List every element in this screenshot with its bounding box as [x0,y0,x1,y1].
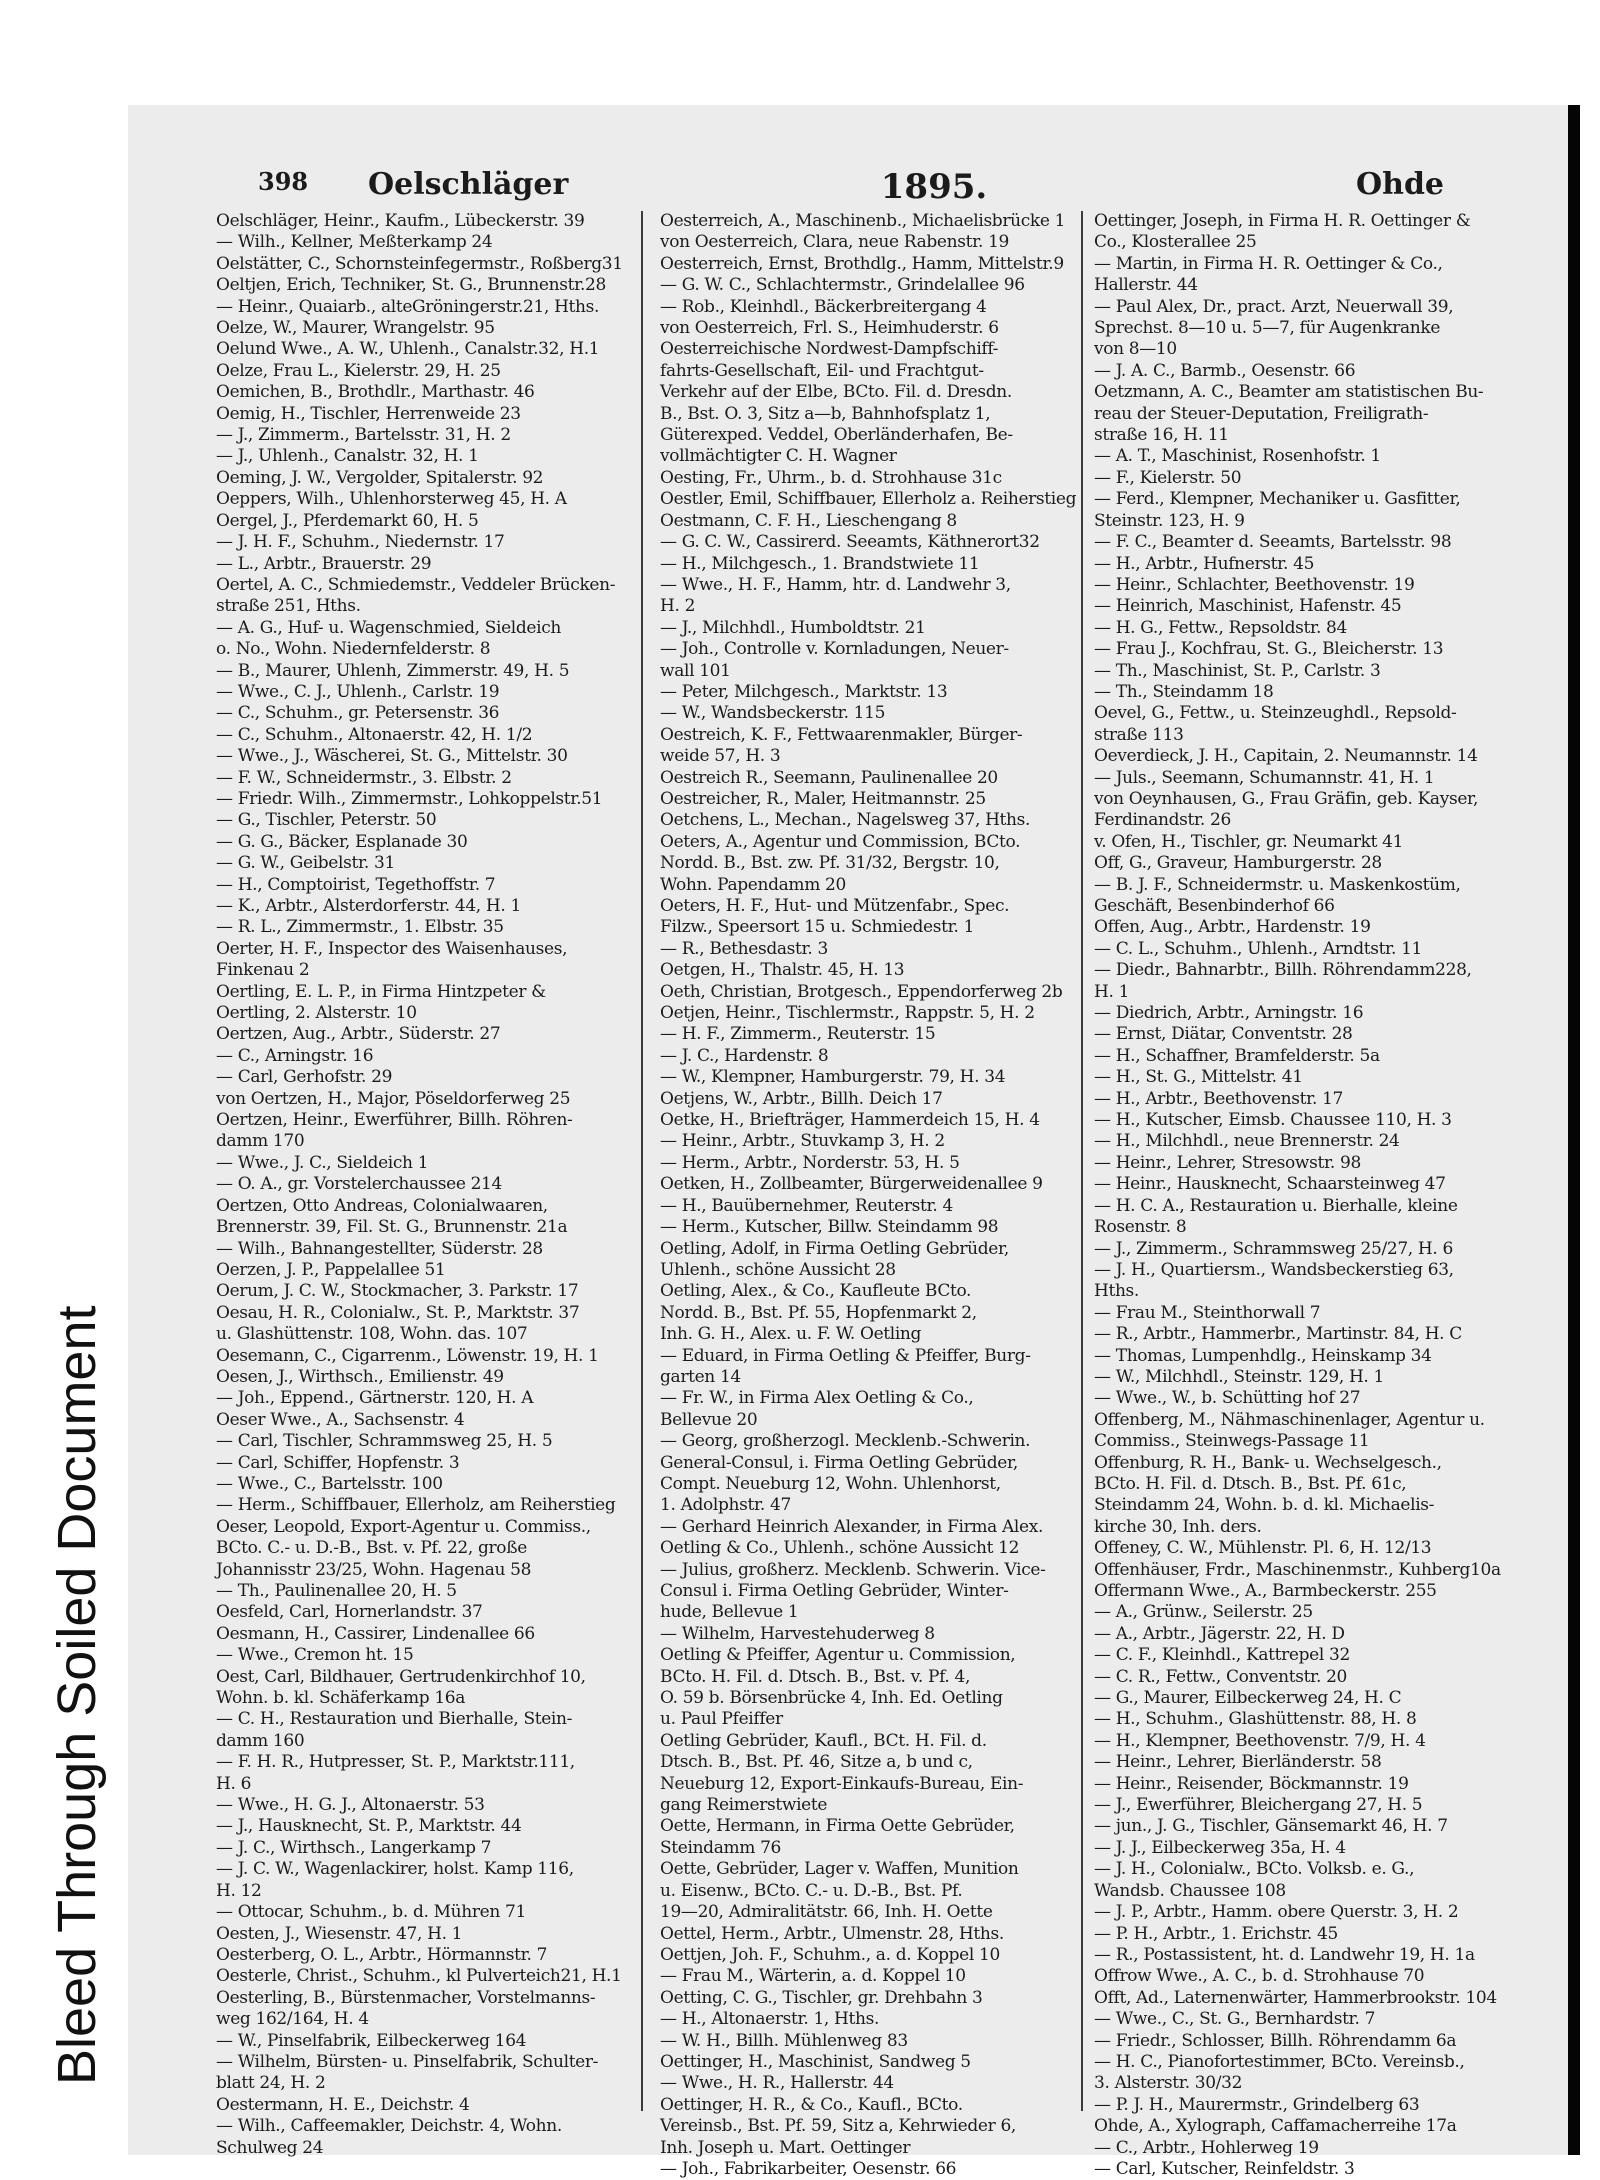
directory-entry-line: — G. W. C., Schlachtermstr., Grindelallee 96 [660,275,1025,296]
directory-entry-line: damm 170 [216,1131,305,1152]
directory-entry-line: Ferdinandstr. 26 [1094,810,1231,831]
directory-entry-line: Verkehr auf der Elbe, BCto. Fil. d. Dresdn. [660,382,1012,403]
directory-entry-line: — Ferd., Klempner, Mechaniker u. Gasfitter, [1094,489,1461,510]
directory-entry-line: H. 6 [216,1773,252,1794]
directory-entry-line: von 8—10 [1094,339,1177,360]
directory-entry-line: Oelstätter, C., Schornsteinfegermstr., Roßberg31 [216,253,623,274]
directory-entry-line: — F., Kielerstr. 50 [1094,467,1242,488]
directory-entry-line: — Ottocar, Schuhm., b. d. Mühren 71 [216,1902,526,1923]
directory-entry-line: Nordd. B., Bst. zw. Pf. 31/32, Bergstr. 10, [660,853,1000,874]
directory-entry-line: Offrow Wwe., A. C., b. d. Strohhause 70 [1094,1966,1425,1987]
directory-entry-line: — C., Arningstr. 16 [216,1045,374,1066]
directory-entry-line: Oeming, J. W., Vergolder, Spitalerstr. 92 [216,467,544,488]
directory-entry-line: Oertzen, Heinr., Ewerführer, Billh. Röhren- [216,1110,573,1131]
directory-entry-line: Hallerstr. 44 [1094,275,1198,296]
directory-entry-line: Oergel, J., Pferdemarkt 60, H. 5 [216,510,479,531]
directory-entry-line: Schulweg 24 [216,2137,324,2158]
directory-entry-line: — G. C. W., Cassirerd. Seeamts, Käthnerort32 [660,532,1040,553]
directory-entry-line: u. Eisenw., BCto. C.- u. D.-B., Bst. Pf. [660,1880,963,1901]
directory-entry-line: — W., Pinselfabrik, Eilbeckerweg 164 [216,2030,527,2051]
directory-entry-line: — H., Kutscher, Eimsb. Chaussee 110, H. 3 [1094,1110,1452,1131]
directory-entry-line: von Oesterreich, Clara, neue Rabenstr. 19 [660,232,1010,253]
directory-entry-line: — H., Milchhdl., neue Brennerstr. 24 [1094,1131,1400,1152]
directory-entry-line: hude, Bellevue 1 [660,1602,799,1623]
directory-entry-line: Oestmann, C. F. H., Lieschengang 8 [660,510,957,531]
directory-entry-line: — A., Arbtr., Jägerstr. 22, H. D [1094,1623,1345,1644]
directory-entry-line: — H., St. G., Mittelstr. 41 [1094,1067,1303,1088]
directory-entry-line: — B., Maurer, Uhlenh, Zimmerstr. 49, H. 5 [216,660,570,681]
directory-entry-line: BCto. H. Fil. d. Dtsch. B., Bst. Pf. 61c, [1094,1473,1407,1494]
directory-entry-line: — Frau J., Kochfrau, St. G., Bleicherstr. 13 [1094,639,1444,660]
page-number: 398 [258,167,309,196]
directory-entry-line: Oesting, Fr., Uhrm., b. d. Strohhause 31c [660,467,1002,488]
directory-entry-line: — J. J., Eilbeckerweg 35a, H. 4 [1094,1837,1346,1858]
directory-entry-line: Off, G., Graveur, Hamburgerstr. 28 [1094,853,1382,874]
directory-entry-line: — W., Milchhdl., Steinstr. 129, H. 1 [1094,1366,1384,1387]
directory-entry-line: Oettjen, Joh. F., Schuhm., a. d. Koppel 10 [660,1944,1000,1965]
directory-entry-line: — Georg, großherzogl. Mecklenb.-Schwerin. [660,1431,1031,1452]
directory-entry-line: kirche 30, Inh. ders. [1094,1516,1262,1537]
directory-entry-line: — F. W., Schneidermstr., 3. Elbstr. 2 [216,767,512,788]
directory-entry-line: Oetchens, L., Mechan., Nagelsweg 37, Hths. [660,810,1031,831]
directory-entry-line: — J. H., Colonialw., BCto. Volksb. e. G., [1094,1859,1415,1880]
directory-entry-line: H. 2 [660,596,696,617]
directory-entry-line: Wohn. b. kl. Schäferkamp 16a [216,1688,466,1709]
directory-entry-line: Oesterling, B., Bürstenmacher, Vorstelmanns- [216,1987,596,2008]
directory-entry-line: Oesterreich, Ernst, Brothdlg., Hamm, Mittelstr.9 [660,253,1064,274]
directory-entry-line: — H., Schuhm., Glashüttenstr. 88, H. 8 [1094,1709,1417,1730]
directory-entry-line: Oeters, H. F., Hut- und Mützenfabr., Spec. [660,896,1010,916]
directory-entry-line: — J., Zimmerm., Bartelsstr. 31, H. 2 [216,425,511,446]
directory-entry-line: Compt. Neueburg 12, Wohn. Uhlenhorst, [660,1473,1001,1494]
directory-entry-line: — Julius, großherz. Mecklenb. Schwerin. Vice- [660,1559,1046,1580]
directory-entry-line: Finkenau 2 [216,960,310,981]
directory-entry-line: — Frau M., Steinthorwall 7 [1094,1302,1321,1323]
directory-entry-line: Oeser Wwe., A., Sachsenstr. 4 [216,1409,465,1430]
directory-entry-line: — Heinr., Arbtr., Stuvkamp 3, H. 2 [660,1131,945,1152]
directory-entry-line: Uhlenh., schöne Aussicht 28 [660,1259,896,1280]
directory-entry-line: weide 57, H. 3 [660,746,781,767]
directory-entry-line: — R., Postassistent, ht. d. Landwehr 19, H. 1a [1094,1944,1475,1965]
directory-entry-line: BCto. H. Fil. d. Dtsch. B., Bst. v. Pf. 4, [660,1666,971,1687]
directory-entry-line: — Friedr., Schlosser, Billh. Röhrendamm 6a [1094,2030,1457,2051]
directory-entry-line: Oeth, Christian, Brotgesch., Eppendorferweg 2b [660,981,1063,1002]
directory-entry-line: Oelze, Frau L., Kielerstr. 29, H. 25 [216,360,501,381]
directory-entry-line: Sprechst. 8—10 u. 5—7, für Augenkranke [1094,318,1441,339]
directory-entry-line: — J. H. F., Schuhm., Niedernstr. 17 [216,532,505,553]
directory-entry-line: Oetke, H., Briefträger, Hammerdeich 15, H. 4 [660,1110,1040,1131]
directory-entry-line: B., Bst. O. 3, Sitz a—b, Bahnhofsplatz 1, [660,403,991,424]
directory-entry-line: — Th., Steindamm 18 [1094,681,1274,702]
directory-entry-line: — Ernst, Diätar, Conventstr. 28 [1094,1024,1353,1045]
directory-entry-line: — J. H., Quartiersm., Wandsbeckerstieg 63, [1094,1259,1454,1280]
directory-entry-line: Oetling, Alex., & Co., Kaufleute BCto. [660,1281,972,1302]
directory-entry-line: Inh. Joseph u. Mart. Oettinger [660,2137,911,2158]
directory-entry-line: — J. C., Hardenstr. 8 [660,1045,829,1066]
directory-entry-line: von Oertzen, H., Major, Pöseldorferweg 25 [216,1088,571,1109]
directory-entry-line: — Carl, Kutscher, Reinfeldstr. 3 [1094,2158,1355,2179]
directory-entry-line: — H., Schaffner, Bramfelderstr. 5a [1094,1045,1380,1066]
directory-entry-line: — Fr. W., in Firma Alex Oetling & Co., [660,1388,974,1409]
directory-entry-line: Oettel, Herm., Arbtr., Ulmenstr. 28, Hths. [660,1923,1004,1944]
year-heading: 1895. [880,167,988,207]
directory-entry-line: Filzw., Speersort 15 u. Schmiedestr. 1 [660,917,975,938]
directory-entry-line: — Wwe., C. J., Uhlenh., Carlstr. 19 [216,681,500,702]
directory-entry-line: blatt 24, H. 2 [216,2073,326,2094]
directory-entry-line: Oesten, J., Wiesenstr. 47, H. 1 [216,1923,463,1944]
directory-entry-line: — Joh., Fabrikarbeiter, Oesenstr. 66 [660,2158,957,2179]
directory-entry-line: — Wilh., Kellner, Meßterkamp 24 [216,232,493,253]
directory-entry-line: Oertzen, Otto Andreas, Colonialwaaren, [216,1195,548,1216]
directory-entry-line: — H., Milchgesch., 1. Brandstwiete 11 [660,553,980,574]
directory-entry-line: — Wilh., Caffeemakler, Deichstr. 4, Wohn. [216,2116,562,2137]
directory-entry-line: Oerter, H. F., Inspector des Waisenhauses, [216,938,568,959]
right-running-head: Ohde [1356,167,1445,202]
directory-entry-line: u. Glashüttenstr. 108, Wohn. das. 107 [216,1324,528,1345]
directory-entry-line: Oette, Hermann, in Firma Oette Gebrüder, [660,1816,1015,1837]
directory-entry-line: — Herm., Arbtr., Norderstr. 53, H. 5 [660,1152,960,1173]
directory-entry-line: fahrts-Gesellschaft, Eil- und Frachtgut- [660,360,984,381]
directory-entry-line: Oestreich, K. F., Fettwaarenmakler, Bürger- [660,724,1023,745]
directory-entry-line: — H. G., Fettw., Repsoldstr. 84 [1094,617,1347,638]
directory-entry-line: — J. P., Arbtr., Hamm. obere Querstr. 3, H. 2 [1094,1902,1459,1923]
directory-entry-line: — jun., J. G., Tischler, Gänsemarkt 46, H. 7 [1094,1816,1448,1837]
directory-entry-line: Wandsb. Chaussee 108 [1094,1880,1286,1901]
directory-entry-line: Ohde, A., Xylograph, Caffamacherreihe 17a [1094,2116,1457,2137]
directory-entry-line: — Thomas, Lumpenhdlg., Heinskamp 34 [1094,1345,1432,1366]
directory-entry-line: weg 162/164, H. 4 [216,2009,369,2030]
directory-entry-line: — H., Arbtr., Beethovenstr. 17 [1094,1088,1344,1109]
directory-entry-line: Johannisstr 23/25, Wohn. Hagenau 58 [216,1559,532,1580]
bleed-through-soiled-document-label: Bleed Through Soiled Document [47,1305,107,2085]
directory-entry-line: — Wilh., Bahnangestellter, Süderstr. 28 [216,1238,543,1259]
directory-entry-line: Oettinger, H. R., & Co., Kaufl., BCto. [660,2094,963,2115]
directory-entry-line: Oeser, Leopold, Export-Agentur u. Commiss., [216,1516,591,1537]
directory-entry-line: Oemig, H., Tischler, Herrenweide 23 [216,403,521,424]
directory-entry-line: Oetken, H., Zollbeamter, Bürgerweidenallee 9 [660,1174,1043,1195]
directory-entry-line: Offen, Aug., Arbtr., Hardenstr. 19 [1094,917,1371,938]
directory-entry-line: Oelze, W., Maurer, Wrangelstr. 95 [216,318,495,339]
directory-entry-line: Rosenstr. 8 [1094,1217,1187,1238]
directory-entry-line: — C., Schuhm., gr. Petersenstr. 36 [216,703,500,724]
directory-entry-line: — J., Ewerführer, Bleichergang 27, H. 5 [1094,1795,1423,1816]
directory-entry-line: 1. Adolphstr. 47 [660,1495,791,1516]
directory-entry-line: — C. F., Kleinhdl., Kattrepel 32 [1094,1645,1350,1666]
directory-entry-line: u. Paul Pfeiffer [660,1709,783,1730]
directory-entry-line: — Rob., Kleinhdl., Bäckerbreitergang 4 [660,296,987,317]
page-edge-shadow [1568,105,1580,2155]
directory-entry-line: Offeney, C. W., Mühlenstr. Pl. 6, H. 12/13 [1094,1538,1432,1559]
directory-entry-line: — Wilhelm, Bürsten- u. Pinselfabrik, Schulter- [216,2051,599,2072]
directory-entry-line: — Wilhelm, Harvestehuderweg 8 [660,1623,935,1644]
directory-entry-line: — Carl, Tischler, Schrammsweg 25, H. 5 [216,1431,553,1452]
directory-entry-line: — W. H., Billh. Mühlenweg 83 [660,2030,908,2051]
column-right [1094,211,1562,2179]
directory-entry-line: Oevel, G., Fettw., u. Steinzeughdl., Repsold- [1094,703,1457,724]
directory-entry-line: Co., Klosterallee 25 [1094,232,1257,253]
directory-entry-line: Oestler, Emil, Schiffbauer, Ellerholz a. Reiherstieg [660,489,1077,510]
directory-entry-line: Oelschläger, Heinr., Kaufm., Lübeckerstr. 39 [216,211,585,231]
directory-entry-line: — P. H., Arbtr., 1. Erichstr. 45 [1094,1923,1338,1944]
directory-entry-line: 19—20, Admiralitätstr. 66, Inh. H. Oette [660,1902,993,1923]
directory-entry-line: Oemichen, B., Brothdlr., Marthastr. 46 [216,382,535,403]
directory-entry-line: — Wwe., H. G. J., Altonaerstr. 53 [216,1795,485,1816]
directory-entry-line: — Heinr., Lehrer, Bierländerstr. 58 [1094,1752,1382,1773]
directory-entry-line: — Heinr., Hausknecht, Schaarsteinweg 47 [1094,1174,1446,1195]
directory-entry-line: — H., Arbtr., Hufnerstr. 45 [1094,553,1315,574]
directory-entry-line: Oetjen, Heinr., Tischlermstr., Rappstr. 5, H. 2 [660,1003,1035,1024]
directory-entry-line: — Wwe., W., b. Schütting hof 27 [1094,1388,1361,1409]
directory-entry-line: 3. Alsterstr. 30/32 [1094,2073,1243,2094]
directory-entry-line: Inh. G. H., Alex. u. F. W. Oetling [660,1324,922,1345]
directory-entry-line: — B. J. F., Schneidermstr. u. Maskenkostüm, [1094,874,1461,895]
directory-entry-line: von Oeynhausen, G., Frau Gräfin, geb. Kayser, [1094,788,1479,809]
directory-entry-line: Oesfeld, Carl, Hornerlandstr. 37 [216,1602,483,1623]
directory-entry-line: Oesterle, Christ., Schuhm., kl Pulverteich21, H.1 [216,1966,622,1987]
directory-entry-line: — Diedr., Bahnarbtr., Billh. Röhrendamm228, [1094,960,1472,981]
directory-entry-line: — Eduard, in Firma Oetling & Pfeiffer, Burg- [660,1345,1031,1366]
directory-entry-line: damm 160 [216,1730,305,1751]
directory-entry-line: Consul i. Firma Oetling Gebrüder, Winter- [660,1581,1009,1601]
directory-entry-line: reau der Steuer-Deputation, Freiligrath- [1094,403,1429,424]
directory-entry-line: — Wwe., H. F., Hamm, htr. d. Landwehr 3, [660,574,1011,595]
directory-entry-line: — W., Wandsbeckerstr. 115 [660,703,886,724]
directory-entry-line: — J., Uhlenh., Canalstr. 32, H. 1 [216,446,479,467]
directory-entry-line: straße 251, Hths. [216,596,361,617]
directory-entry-line: von Oesterreich, Frl. S., Heimhuderstr. 6 [660,318,999,339]
directory-entry-line: — J., Hausknecht, St. P., Marktstr. 44 [216,1816,522,1837]
directory-entry-line: — Herm., Schiffbauer, Ellerholz, am Reiherstieg [216,1495,616,1516]
directory-entry-line: Oetgen, H., Thalstr. 45, H. 13 [660,960,905,981]
directory-entry-line: — G., Maurer, Eilbeckerweg 24, H. C [1094,1688,1402,1709]
directory-entry-line: — O. A., gr. Vorstelerchaussee 214 [216,1174,502,1195]
directory-entry-line: — H., Altonaerstr. 1, Hths. [660,2009,880,2030]
directory-entry-line: — Herm., Kutscher, Billw. Steindamm 98 [660,1217,999,1238]
directory-entry-line: Oetling & Co., Uhlenh., schöne Aussicht 12 [660,1538,1020,1559]
directory-entry-line: Nordd. B., Bst. Pf. 55, Hopfenmarkt 2, [660,1302,977,1323]
directory-entry-line: — L., Arbtr., Brauerstr. 29 [216,553,432,574]
directory-entry-line: — A. G., Huf- u. Wagenschmied, Sieldeich [216,617,561,638]
directory-entry-line: Steinstr. 123, H. 9 [1094,510,1245,531]
directory-entry-line: — J., Zimmerm., Schrammsweg 25/27, H. 6 [1094,1238,1453,1259]
directory-entry-line: Dtsch. B., Bst. Pf. 46, Sitze a, b und c, [660,1752,973,1773]
directory-entry-line: H. 12 [216,1880,262,1901]
directory-entry-line: — J., Milchhdl., Humboldtstr. 21 [660,617,926,638]
directory-entry-line: Oerum, J. C. W., Stockmacher, 3. Parkstr. 17 [216,1281,579,1302]
directory-entry-line: Oetzmann, A. C., Beamter am statistischen Bu- [1094,382,1484,403]
directory-entry-line: Oesau, H. R., Colonialw., St. P., Marktstr. 37 [216,1302,580,1323]
directory-entry-line: Oesmann, H., Cassirer, Lindenallee 66 [216,1623,535,1644]
directory-entry-line: — Wwe., Cremon ht. 15 [216,1645,414,1666]
directory-entry-line: Oest, Carl, Bildhauer, Gertrudenkirchhof 10, [216,1666,586,1687]
directory-entry-line: — H., Klempner, Beethovenstr. 7/9, H. 4 [1094,1730,1426,1751]
directory-entry-line: — Heinr., Lehrer, Stresowstr. 98 [1094,1152,1361,1173]
directory-entry-line: Oertling, E. L. P., in Firma Hintzpeter & [216,981,546,1002]
directory-entry-line: Oesterberg, O. L., Arbtr., Hörmannstr. 7 [216,1944,548,1965]
directory-entry-line: Steindamm 24, Wohn. b. d. kl. Michaelis- [1094,1495,1435,1516]
directory-entry-line: Wohn. Papendamm 20 [660,874,846,895]
directory-entry-line: — C., Arbtr., Hohlerweg 19 [1094,2137,1319,2158]
directory-entry-line: Oette, Gebrüder, Lager v. Waffen, Munition [660,1859,1019,1880]
directory-entry-line: — A. T., Maschinist, Rosenhofstr. 1 [1094,446,1381,467]
directory-entry-line: Oeltjen, Erich, Techniker, St. G., Brunnenstr.28 [216,275,606,296]
directory-entry-line: — H. F., Zimmerm., Reuterstr. 15 [660,1024,936,1045]
directory-entry-line: Neueburg 12, Export-Einkaufs-Bureau, Ein- [660,1773,1024,1794]
directory-entry-line: — W., Klempner, Hamburgerstr. 79, H. 34 [660,1067,1006,1088]
directory-entry-line: Güterexped. Veddel, Oberländerhafen, Be- [660,425,1013,446]
directory-entry-line: — Heinr., Reisender, Böckmannstr. 19 [1094,1773,1409,1794]
directory-entry-line: Offermann Wwe., A., Barmbeckerstr. 255 [1094,1581,1437,1601]
directory-entry-line: — K., Arbtr., Alsterdorferstr. 44, H. 1 [216,896,521,916]
directory-entry-line: Oeters, A., Agentur und Commission, BCto. [660,831,1021,852]
directory-entry-line: Oertel, A. C., Schmiedemstr., Veddeler Brücken- [216,574,616,595]
directory-entry-line: Oestermann, H. E., Deichstr. 4 [216,2094,470,2115]
directory-entry-line: Oertling, 2. Alsterstr. 10 [216,1003,417,1024]
directory-entry-line: Geschäft, Besenbinderhof 66 [1094,896,1335,916]
directory-entry-line: BCto. C.- u. D.-B., Bst. v. Pf. 22, große [216,1538,527,1559]
directory-entry-line: garten 14 [660,1366,741,1387]
directory-entry-line: Oertzen, Aug., Arbtr., Süderstr. 27 [216,1024,501,1045]
directory-entry-line: — C. H., Restauration und Bierhalle, Stein- [216,1709,573,1730]
directory-entry-line: — A., Grünw., Seilerstr. 25 [1094,1602,1313,1623]
directory-entry-line: v. Ofen, H., Tischler, gr. Neumarkt 41 [1094,831,1404,852]
directory-entry-line: — J. C. W., Wagenlackirer, holst. Kamp 116, [216,1859,574,1880]
directory-entry-line: — Carl, Schiffer, Hopfenstr. 3 [216,1452,460,1473]
directory-entry-line: — R. L., Zimmermstr., 1. Elbstr. 35 [216,917,504,938]
directory-entry-line: — H. C. A., Restauration u. Bierhalle, kleine [1094,1195,1458,1216]
directory-entry-line: — P. J. H., Maurermstr., Grindelberg 63 [1094,2094,1420,2115]
directory-entry-line: — H., Bauübernehmer, Reuterstr. 4 [660,1195,953,1216]
directory-entry-line: Oesterreich, A., Maschinenb., Michaelisbrücke 1 [660,211,1066,231]
directory-entry-line: Oetling & Pfeiffer, Agentur u. Commission, [660,1645,1016,1666]
directory-entry-line: — Wwe., J. C., Sieldeich 1 [216,1152,429,1173]
directory-entry-line: Oeppers, Wilh., Uhlenhorsterweg 45, H. A [216,489,567,510]
directory-entry-line: — C., Schuhm., Altonaerstr. 42, H. 1/2 [216,724,533,745]
directory-entry-line: Vereinsb., Bst. Pf. 59, Sitz a, Kehrwieder 6, [660,2116,1016,2137]
directory-entry-line: — J. A. C., Barmb., Oesenstr. 66 [1094,360,1356,381]
directory-entry-line: Oetling Gebrüder, Kaufl., BCt. H. Fil. d. [660,1730,987,1751]
directory-entry-line: vollmächtigter C. H. Wagner [660,446,897,467]
directory-entry-line: — C. L., Schuhm., Uhlenh., Arndtstr. 11 [1094,938,1423,959]
directory-entry-line: Oesen, J., Wirthsch., Emilienstr. 49 [216,1366,504,1387]
directory-entry-line: straße 113 [1094,724,1184,745]
directory-entry-line: — G. G., Bäcker, Esplanade 30 [216,831,468,852]
directory-entry-line: — R., Arbtr., Hammerbr., Martinstr. 84, H. C [1094,1324,1462,1345]
directory-entry-line: Oerzen, J. P., Pappelallee 51 [216,1259,446,1280]
directory-entry-line: gang Reimerstwiete [660,1795,828,1816]
directory-entry-line: — Carl, Gerhofstr. 29 [216,1067,393,1088]
directory-entry-line: Oettinger, H., Maschinist, Sandweg 5 [660,2051,971,2072]
directory-entry-line: General-Consul, i. Firma Oetling Gebrüder, [660,1452,1018,1473]
directory-entry-line: wall 101 [660,660,731,681]
directory-entry-line: — F. H. R., Hutpresser, St. P., Marktstr.111, [216,1752,575,1773]
sticker-label [0,700,107,2085]
directory-entry-line: — Heinr., Quaiarb., alteGröningerstr.21, Hths. [216,296,600,317]
directory-entry-line: — Heinr., Schlachter, Beethovenstr. 19 [1094,574,1415,595]
directory-entry-line: — G., Tischler, Peterstr. 50 [216,810,437,831]
directory-entry-line: straße 16, H. 11 [1094,425,1229,446]
directory-entry-line: — Wwe., H. R., Hallerstr. 44 [660,2073,894,2094]
directory-entry-line: — Peter, Milchgesch., Marktstr. 13 [660,681,948,702]
directory-entry-line: — Wwe., C., St. G., Bernhardstr. 7 [1094,2009,1376,2030]
directory-entry-line: O. 59 b. Börsenbrücke 4, Inh. Ed. Oetling [660,1688,1003,1709]
directory-entry-line: Oelund Wwe., A. W., Uhlenh., Canalstr.32, H.1 [216,339,600,360]
directory-entry-line: Brennerstr. 39, Fil. St. G., Brunnenstr. 21a [216,1217,568,1238]
directory-entry-line: o. No., Wohn. Niedernfelderstr. 8 [216,639,491,660]
directory-entry-line: — Joh., Controlle v. Kornladungen, Neuer- [660,639,1009,660]
directory-entry-line: — Juls., Seemann, Schumannstr. 41, H. 1 [1094,767,1435,788]
directory-entry-line: H. 1 [1094,981,1130,1002]
directory-entry-line: Offenburg, R. H., Bank- u. Wechselgesch., [1094,1452,1442,1473]
directory-entry-line: Oesemann, C., Cigarrenm., Löwenstr. 19, H. 1 [216,1345,599,1366]
directory-entry-line: Oettinger, Joseph, in Firma H. R. Oettinger & [1094,211,1471,231]
directory-entry-line: — Th., Paulinenallee 20, H. 5 [216,1581,457,1601]
directory-entry-line: Offenberg, M., Nähmaschinenlager, Agentur u. [1094,1409,1485,1430]
directory-entry-line: Oetling, Adolf, in Firma Oetling Gebrüder, [660,1238,1009,1259]
directory-entry-line: — Friedr. Wilh., Zimmermstr., Lohkoppelstr.51 [216,788,603,809]
directory-entry-line: Commiss., Steinwegs-Passage 11 [1094,1431,1370,1452]
directory-entry-line: — Wwe., C., Bartelsstr. 100 [216,1473,443,1494]
directory-entry-line: — H., Comptoirist, Tegethoffstr. 7 [216,874,496,895]
directory-entry-line: — Martin, in Firma H. R. Oettinger & Co., [1094,253,1443,274]
directory-entry-line: Oetting, C. G., Tischler, gr. Drehbahn 3 [660,1987,983,2008]
directory-entry-line: — Th., Maschinist, St. P., Carlstr. 3 [1094,660,1381,681]
directory-entry-line: — Frau M., Wärterin, a. d. Koppel 10 [660,1966,966,1987]
directory-entry-line: — Joh., Eppend., Gärtnerstr. 120, H. A [216,1388,534,1409]
directory-entry-line: Hths. [1094,1281,1139,1302]
directory-entry-line: Oesterreichische Nordwest-Dampfschiff- [660,339,999,360]
directory-entry-line: Offenhäuser, Frdr., Maschinenmstr., Kuhberg10a [1094,1559,1501,1580]
directory-entry-line: Steindamm 76 [660,1837,782,1858]
directory-entry-line: — J. C., Wirthsch., Langerkamp 7 [216,1837,492,1858]
directory-entry-line: Oetjens, W., Arbtr., Billh. Deich 17 [660,1088,943,1109]
directory-entry-line: — Gerhard Heinrich Alexander, in Firma Alex. [660,1516,1044,1537]
directory-page [128,105,1568,2179]
directory-entry-line: — Wwe., J., Wäscherei, St. G., Mittelstr. 30 [216,746,568,767]
directory-entry-line: Offt, Ad., Laternenwärter, Hammerbrookstr. 104 [1094,1987,1497,2008]
directory-entry-line: — Heinrich, Maschinist, Hafenstr. 45 [1094,596,1402,617]
directory-entry-line: — H. C., Pianofortestimmer, BCto. Vereinsb., [1094,2051,1465,2072]
directory-entry-line: Bellevue 20 [660,1409,758,1430]
directory-entry-line: — Diedrich, Arbtr., Arningstr. 16 [1094,1003,1364,1024]
left-running-head: Oelschläger [368,167,569,202]
directory-entry-line: — F. C., Beamter d. Seeamts, Bartelsstr. 98 [1094,532,1452,553]
directory-entry-line: — R., Bethesdastr. 3 [660,938,828,959]
directory-entry-line: — Paul Alex, Dr., pract. Arzt, Neuerwall 39, [1094,296,1454,317]
directory-entry-line: — C. R., Fettw., Conventstr. 20 [1094,1666,1347,1687]
directory-entry-line: Oestreicher, R., Maler, Heitmannstr. 25 [660,788,986,809]
directory-entry-line: Oeverdieck, J. H., Capitain, 2. Neumannstr. 14 [1094,746,1478,767]
directory-entry-line: Oestreich R., Seemann, Paulinenallee 20 [660,767,998,788]
directory-entry-line: — G. W., Geibelstr. 31 [216,853,395,874]
